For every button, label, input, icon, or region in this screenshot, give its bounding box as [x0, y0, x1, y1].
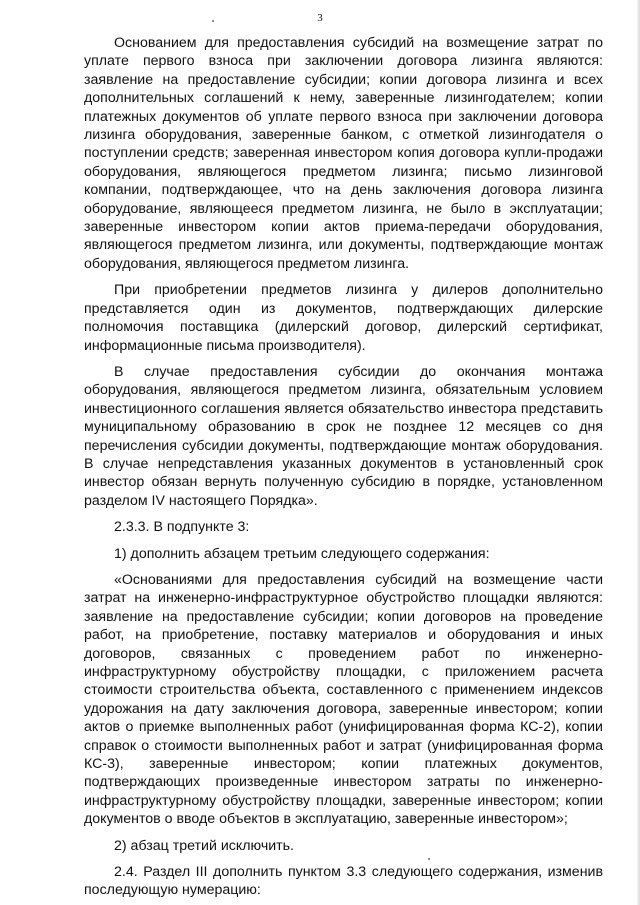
- paragraph-clause-2-4: 2.4. Раздел III дополнить пунктом 3.3 следующего содержания, изменив последующую нумерацию:: [84, 864, 603, 899]
- paragraph-item-2-exclude: 2) абзац третий исключить.: [114, 837, 294, 854]
- paragraph-infrastructure-basis: «Основаниями для предоставления субсидий на возмещение части затрат на инженерно-инфраструктурное обустройство площадки являются: заявление на предоставление субсидии; копии договоров на проведение работ, на приобретение, поставку материалов и оборудования и иных договоров, связанных с проведением работ по инженерно-инфраструктурному обустройству площадки, с приложением расчета стоимости строительства объекта, составленного с применением индексов удорожания на дату заключения договора, заверенные инвестором; копии актов о приемке выполненных работ (унифицированная форма КС-2), копии справок о стоимости выполненных работ и затрат (унифицированная форма КС-3), заверенные инвестором; копии платежных документов, подтверждающих произведенные инвестором затраты по инженерно-инфраструктурному обустройству площадки, заверенные инвестором; копии документов о вводе объектов в эксплуатацию, заверенные инвестором»;: [84, 571, 603, 828]
- paragraph-installation-condition: В случае предоставления субсидии до окончания монтажа оборудования, являющегося предметом лизинга, обязательным условием инвестиционного соглашения является обязательство инвестора представить муниципальному образованию в срок не позднее 12 месяцев со дня перечисления субсидии документы, подтверждающие монтаж оборудования. В случае непредставления указанных документов в установленный срок инвестор обязан вернуть полученную субсидию в порядке, установленном разделом IV настоящего Порядка».: [84, 363, 603, 509]
- paragraph-subsidy-basis-leasing: Основанием для предоставления субсидий на возмещение затрат по уплате первого взноса при заключении договора лизинга являются: заявление на предоставление субсидии; копии договора лизинга и всех дополнительных соглашений к нему, заверенные лизингодателем; копии платежных документов об уплате первого взноса при заключении договора лизинга оборудования, заверенные банком, с отметкой лизингодателя о поступлении средств; заверенная инвестором копия договора купли-продажи оборудования, являющегося предметом лизинга; письмо лизинговой компании, подтверждающее, что на день заключения договора лизинга оборудование, являющееся предметом лизинга, не было в эксплуатации; заверенные инвестором копии актов приема-передачи оборудования, являющегося предметом лизинга, или документы, подтверждающие монтаж оборудования, являющегося предметом лизинга.: [84, 35, 603, 272]
- document-body: [84, 34, 603, 900]
- page-number: 3: [317, 12, 323, 24]
- paragraph-dealer-documents: При приобретении предметов лизинга у дилеров дополнительно представляется один из документов, подтверждающих дилерские полномочия поставщика (дилерский договор, дилерский сертификат, информационные письма производителя).: [84, 282, 603, 354]
- paragraph-subclause-2-3-3: 2.3.3. В подпункте 3:: [114, 519, 250, 536]
- paragraph-item-1-add-third: 1) дополнить абзацем третьим следующего содержания:: [114, 545, 490, 562]
